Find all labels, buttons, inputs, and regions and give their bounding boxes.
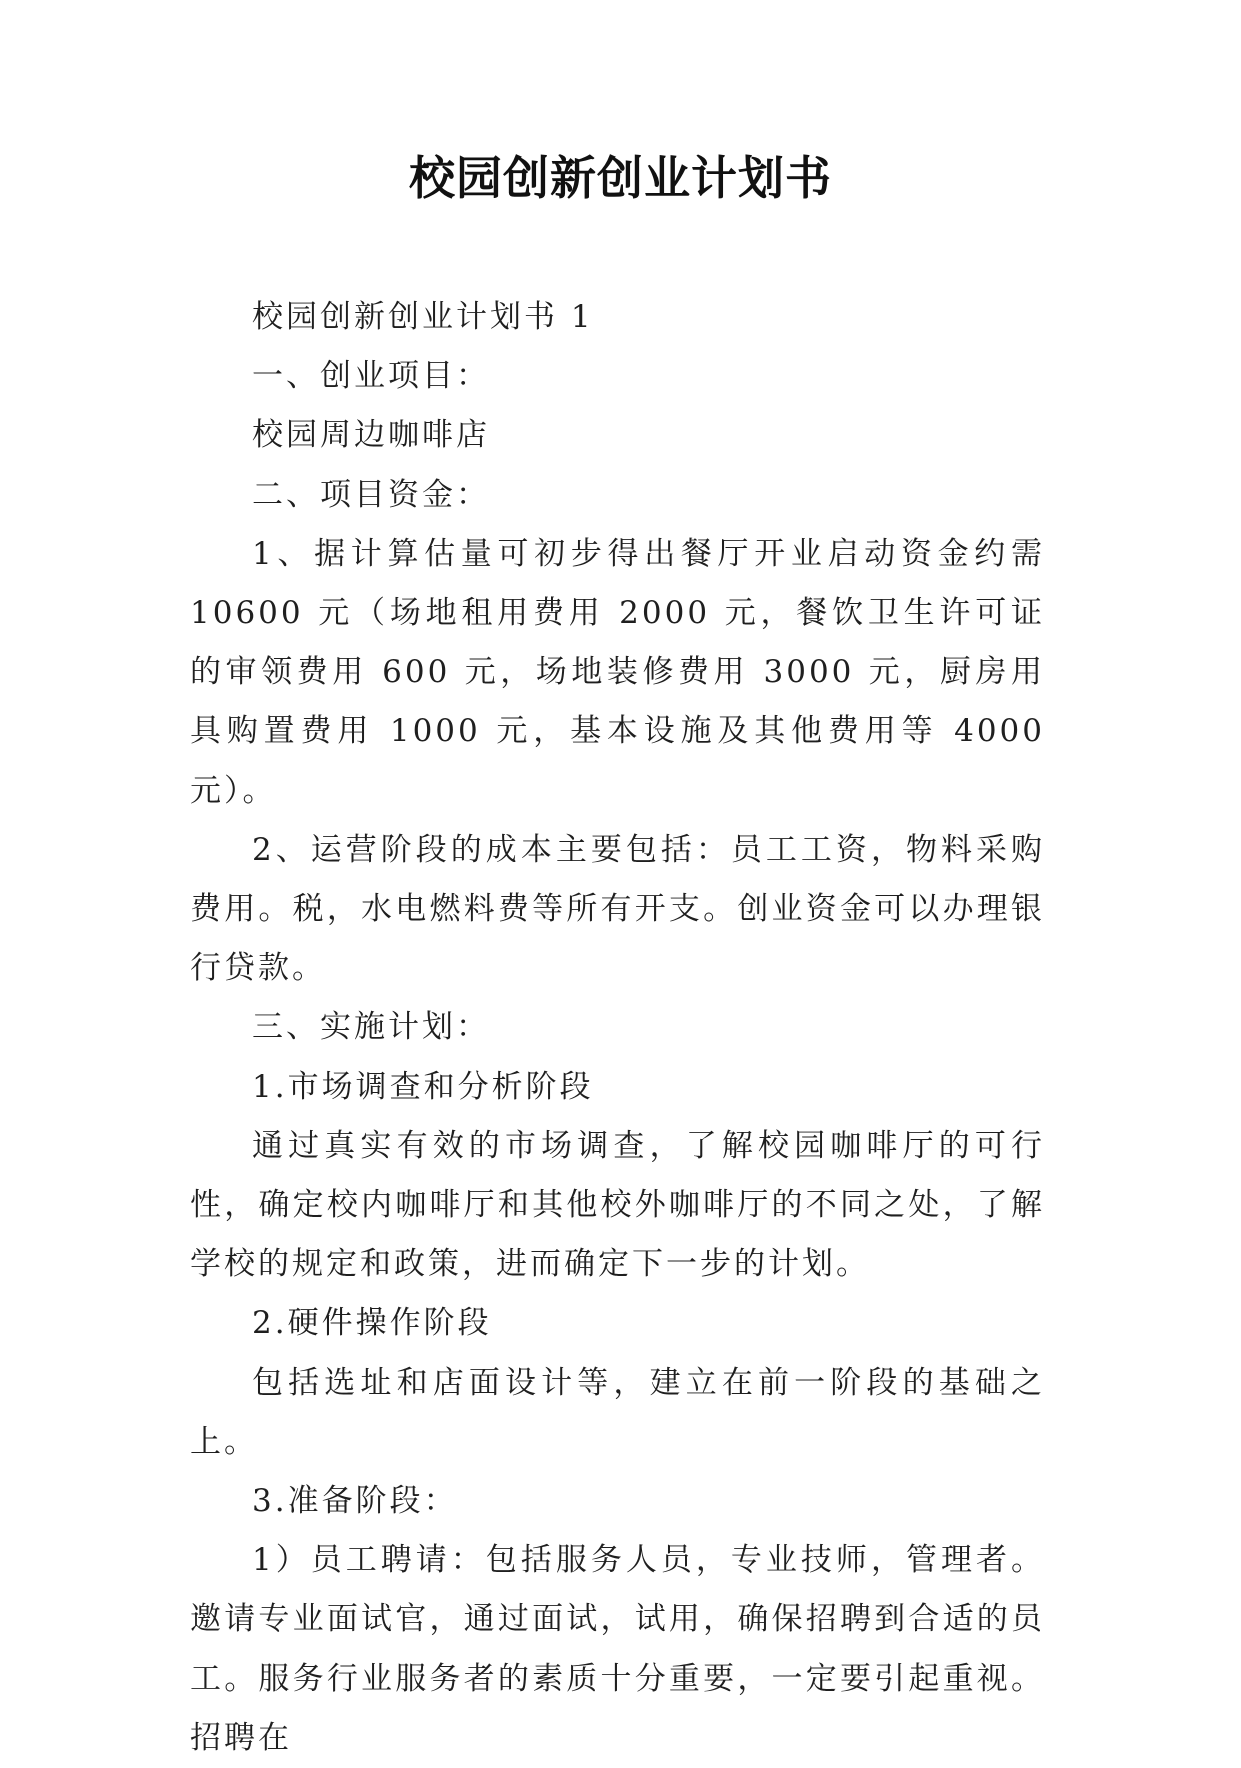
plan-step-2-text: 包括选址和店面设计等，建立在前一阶段的基础之上。 <box>190 1364 1045 1460</box>
plan-step-1-heading: 1.市场调查和分析阶段 <box>252 1068 594 1105</box>
funds-paragraph-2: 2、运营阶段的成本主要包括：员工工资，物料采购费用。税，水电燃料费等所有开支。创业资金可以办理银行贷款。 <box>190 831 1045 987</box>
section-heading-funds: 二、项目资金： <box>252 476 490 513</box>
plan-step-2-heading: 2.硬件操作阶段 <box>252 1305 492 1342</box>
plan-step-3-text: 1）员工聘请：包括服务人员，专业技师，管理者。邀请专业面试官，通过面试，试用，确保招聘到合适的员工。服务行业服务者的素质十分重要，一定要引起重视。招聘在 <box>190 1542 1045 1756</box>
plan-step-3-heading: 3.准备阶段： <box>252 1483 458 1520</box>
project-name: 校园周边咖啡店 <box>252 417 490 454</box>
section-heading-project: 一、创业项目： <box>252 358 490 395</box>
document-title: 校园创新创业计划书 <box>409 151 832 205</box>
section-heading-plan: 三、实施计划： <box>252 1009 490 1046</box>
plan-heading: 校园创新创业计划书 1 <box>252 299 594 335</box>
document-body <box>190 288 1045 1768</box>
plan-step-1-text: 通过真实有效的市场调查，了解校园咖啡厅的可行性，确定校内咖啡厅和其他校外咖啡厅的不同之处，了解学校的规定和政策，进而确定下一步的计划。 <box>190 1127 1045 1283</box>
funds-paragraph-1: 1、据计算估量可初步得出餐厅开业启动资金约需 10600 元（场地租用费用 2000 元，餐饮卫生许可证的审领费用 600 元，场地装修费用 3000 元，厨房用具购置费用 1000 元，基本设施及其他费用等 4000 元）。 <box>190 535 1045 809</box>
